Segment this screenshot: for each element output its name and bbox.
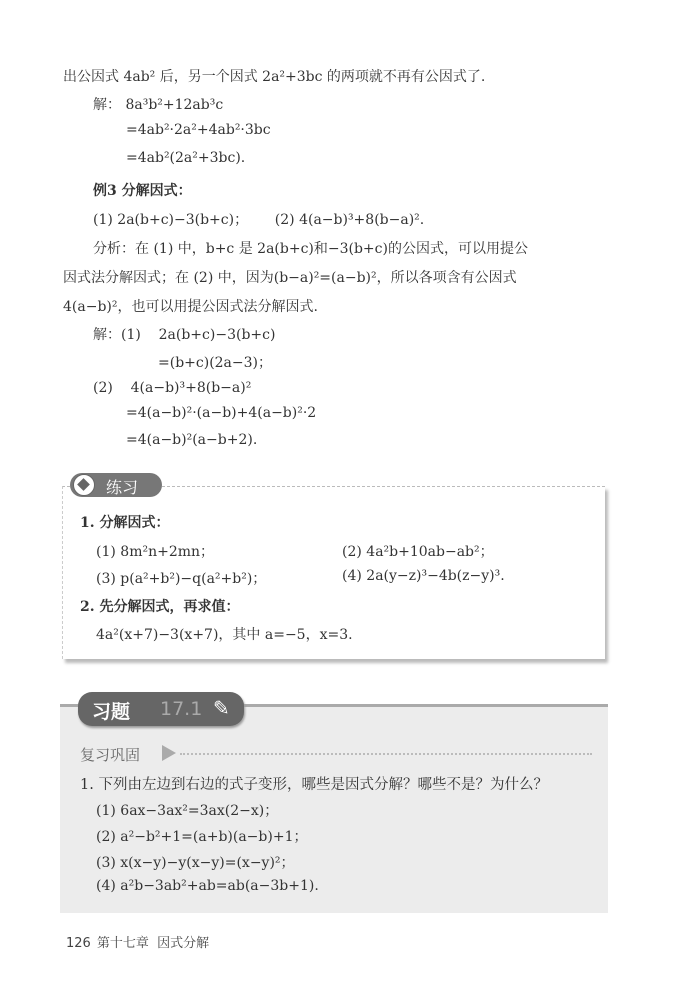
- solution-line: =4ab²·2a²+4ab²·3bc: [126, 122, 271, 138]
- section-heading: 复习巩固: [80, 746, 141, 764]
- example-problems: (1) 2a(b+c)−3(b+c)； (2) 4(a−b)³+8(b−a)².: [93, 212, 425, 228]
- triangle-arrow-icon: [162, 745, 176, 761]
- solution-line: =4(a−b)²(a−b+2).: [126, 432, 258, 448]
- solution-line: (2) 4(a−b)³+8(b−a)²: [93, 380, 252, 396]
- analysis-line: 分析：在 (1) 中，b+c 是 2a(b+c)和−3(b+c)的公因式，可以用提公: [93, 241, 528, 257]
- text-line: 出公因式 4ab² 后，另一个因式 2a²+3bc 的两项就不再有公因式了.: [63, 69, 486, 85]
- practice-q2: 2. 先分解因式，再求值：: [80, 599, 240, 615]
- page-number: 126: [66, 936, 91, 951]
- solution-line: =4ab²(2a²+3bc).: [126, 150, 246, 166]
- exercise-title: 习题: [92, 701, 131, 723]
- analysis-line: 4(a−b)²，也可以用提公因式法分解因式.: [63, 299, 318, 315]
- practice-title: 练习: [106, 478, 139, 497]
- exercise-item: (4) a²b−3ab²+ab=ab(a−3b+1).: [96, 878, 319, 894]
- pencil-icon: ✎: [213, 696, 230, 720]
- exercise-tab: [78, 692, 244, 726]
- solution-line: 解：(1) 2a(b+c)−3(b+c): [93, 327, 276, 343]
- practice-item: (2) 4a²b+10ab−ab²；: [342, 544, 494, 560]
- page-footer: [66, 932, 209, 951]
- practice-tab: [70, 473, 162, 497]
- practice-item: (3) p(a²+b²)−q(a²+b²)；: [96, 571, 267, 587]
- solution-line: =(b+c)(2a−3)；: [158, 355, 273, 371]
- practice-item: (4) 2a(y−z)³−4b(z−y)³.: [342, 568, 505, 584]
- exercise-number: 17.1: [160, 698, 203, 720]
- chapter-label: 第十七章: [96, 936, 149, 951]
- practice-icon: [73, 474, 95, 496]
- exercise-item: (3) x(x−y)−y(x−y)=(x−y)²；: [96, 855, 295, 871]
- practice-item: (1) 8m²n+2mn；: [96, 544, 215, 560]
- solution-line: =4(a−b)²·(a−b)+4(a−b)²·2: [126, 405, 317, 421]
- practice-q1: 1. 分解因式：: [80, 515, 170, 531]
- dotted-divider: [180, 753, 592, 755]
- exercise-item: (1) 6ax−3ax²=3ax(2−x)；: [96, 803, 279, 819]
- practice-q2-expr: 4a²(x+7)−3(x+7)，其中 a=−5，x=3.: [96, 627, 353, 643]
- exercise-item: (2) a²−b²+1=(a+b)(a−b)+1；: [96, 829, 308, 845]
- solution-line: 解： 8a³b²+12ab³c: [93, 97, 224, 113]
- example-heading: 例3 分解因式：: [93, 183, 192, 199]
- analysis-line: 因式法分解因式；在 (2) 中，因为(b−a)²=(a−b)²，所以各项含有公因式: [63, 270, 517, 286]
- chapter-title: 因式分解: [157, 936, 210, 951]
- exercise-q1: 1. 下列由左边到右边的式子变形，哪些是因式分解？哪些不是？为什么？: [80, 777, 548, 793]
